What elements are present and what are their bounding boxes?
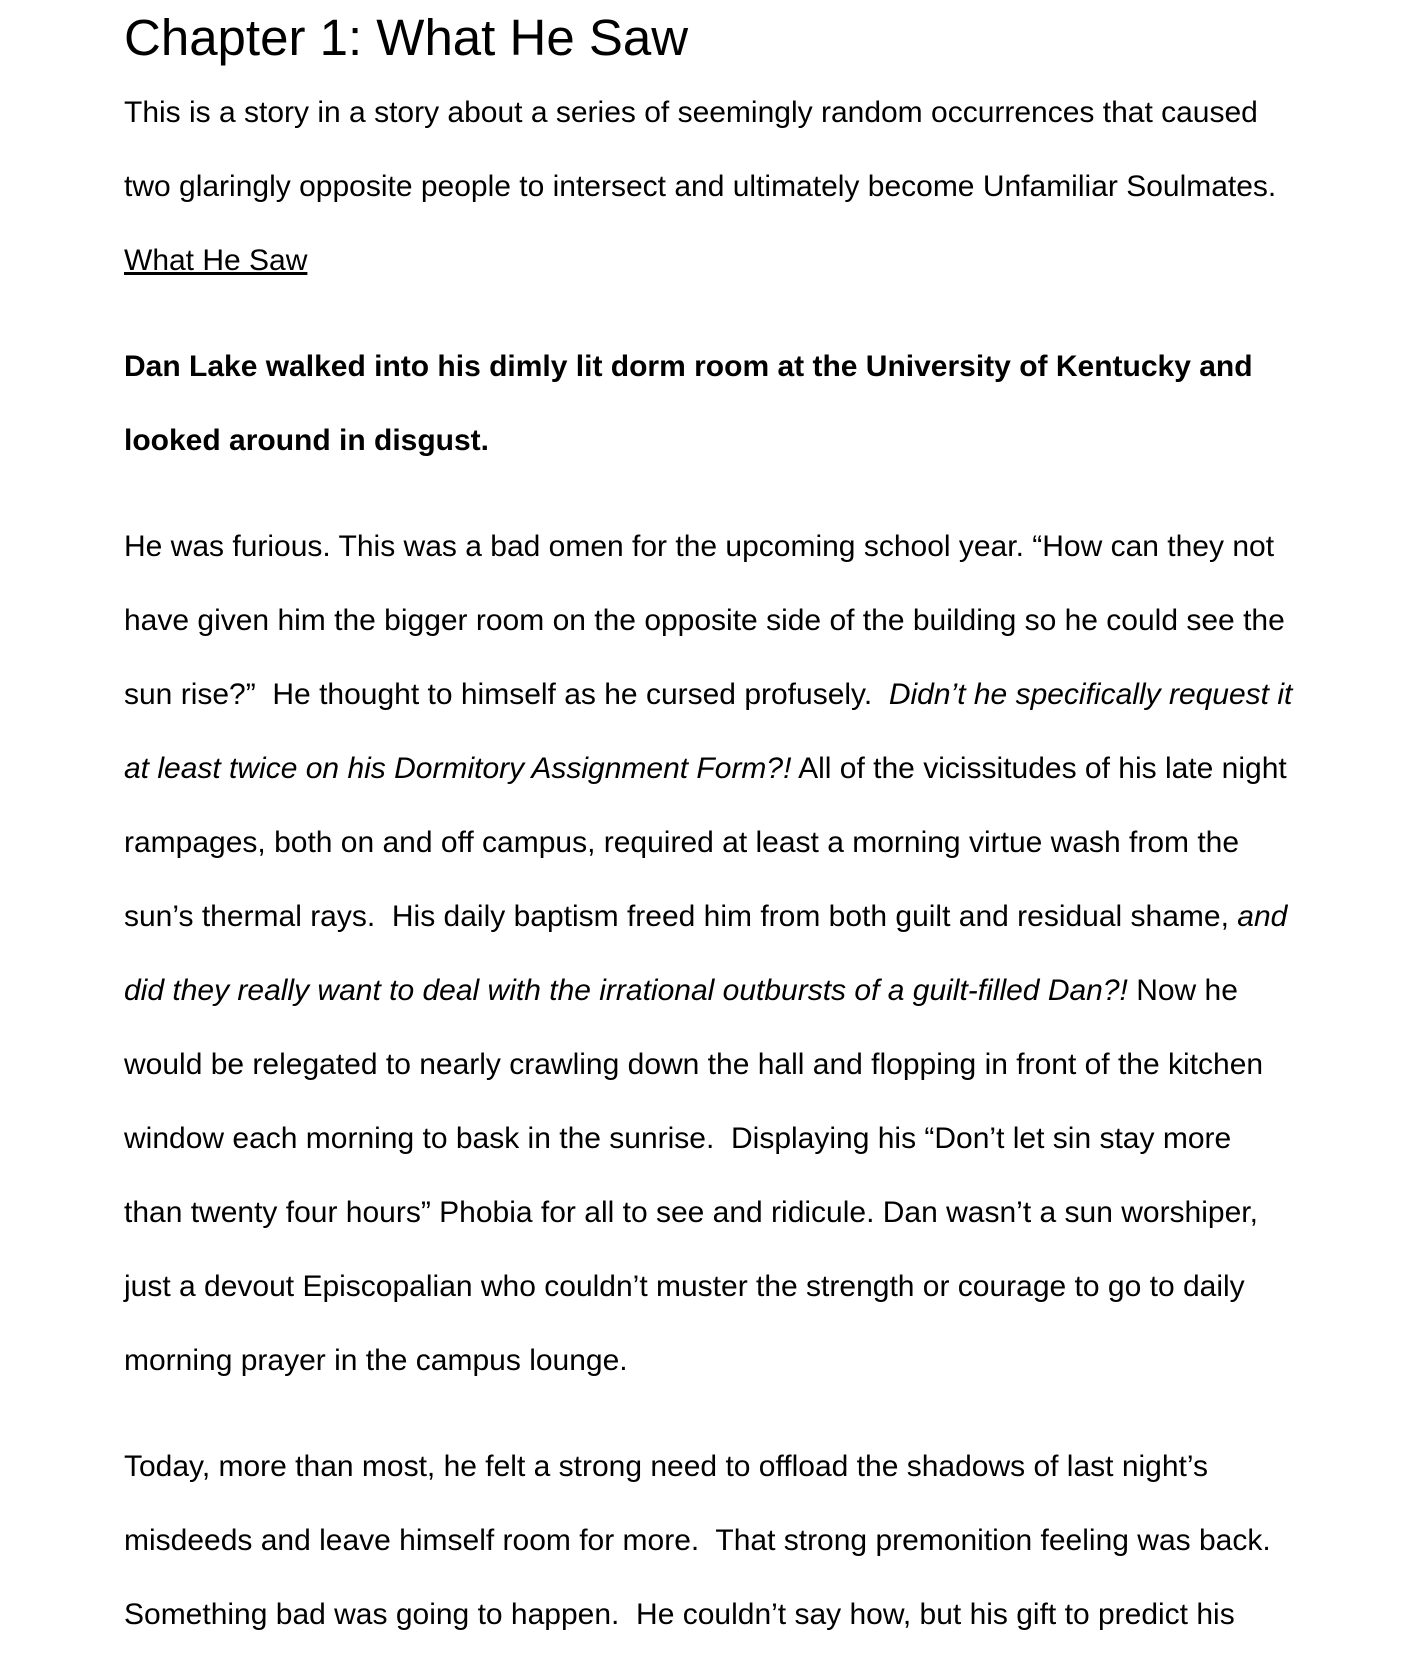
- plain-text: Now he: [1127, 974, 1238, 1007]
- text-line: would be relegated to nearly crawling down the hall and flopping in front of the kitchen: [124, 1048, 1264, 1081]
- text-line: Dan Lake walked into his dimly lit dorm room at the University of Kentucky and: [124, 350, 1253, 383]
- text-line: window each morning to bask in the sunrise. Displaying his “Don’t let sin stay more: [124, 1122, 1232, 1155]
- text-line: misdeeds and leave himself room for more. That strong premonition feeling was back.: [124, 1524, 1271, 1557]
- text-line: Something bad was going to happen. He couldn’t say how, but his gift to predict his: [124, 1598, 1235, 1631]
- text-line: just a devout Episcopalian who couldn’t muster the strength or courage to go to daily: [124, 1270, 1245, 1303]
- text-line: Today, more than most, he felt a strong need to offload the shadows of last night’s: [124, 1450, 1208, 1483]
- section-subheading: What He Saw: [124, 244, 308, 277]
- italic-text: and: [1237, 900, 1288, 933]
- paragraph-spacer: [124, 298, 1394, 330]
- body-paragraph-2: [124, 1430, 1394, 1652]
- text-line: This is a story in a story about a series of seemingly random occurrences that caused: [124, 96, 1258, 129]
- paragraph-spacer: [124, 478, 1394, 510]
- plain-text: All of the vicissitudes of his late night: [791, 752, 1287, 785]
- paragraph-spacer: [124, 1398, 1394, 1430]
- bold-opening-paragraph: [124, 330, 1394, 478]
- italic-text: did they really want to deal with the irrational outbursts of a guilt-filled Dan?!: [124, 974, 1128, 1007]
- text-line: rampages, both on and off campus, required at least a morning virtue wash from the: [124, 826, 1240, 859]
- text-line: than twenty four hours” Phobia for all to see and ridicule. Dan wasn’t a sun worshiper,: [124, 1196, 1258, 1229]
- plain-text: sun’s thermal rays. His daily baptism freed him from both guilt and residual shame,: [124, 900, 1238, 933]
- text-line: He was furious. This was a bad omen for the upcoming school year. “How can they not: [124, 530, 1275, 563]
- text-line: have given him the bigger room on the opposite side of the building so he could see the: [124, 604, 1285, 637]
- intro-paragraph: [124, 76, 1394, 224]
- italic-text: Didn’t he specifically request it: [888, 678, 1293, 711]
- body-paragraph-1: [124, 510, 1394, 1398]
- plain-text: sun rise?” He thought to himself as he cursed profusely.: [124, 678, 889, 711]
- document-page: [124, 0, 1394, 1652]
- italic-text: at least twice on his Dormitory Assignment Form?!: [124, 752, 792, 785]
- text-line: morning prayer in the campus lounge.: [124, 1344, 628, 1377]
- text-line: two glaringly opposite people to intersect and ultimately become Unfamiliar Soulmates.: [124, 170, 1277, 203]
- chapter-title: Chapter 1: What He Saw: [124, 9, 689, 66]
- text-line: [124, 658, 1394, 732]
- text-line: looked around in disgust.: [124, 424, 490, 457]
- text-line: [124, 732, 1394, 806]
- text-line: [124, 880, 1394, 954]
- text-line: [124, 954, 1394, 1028]
